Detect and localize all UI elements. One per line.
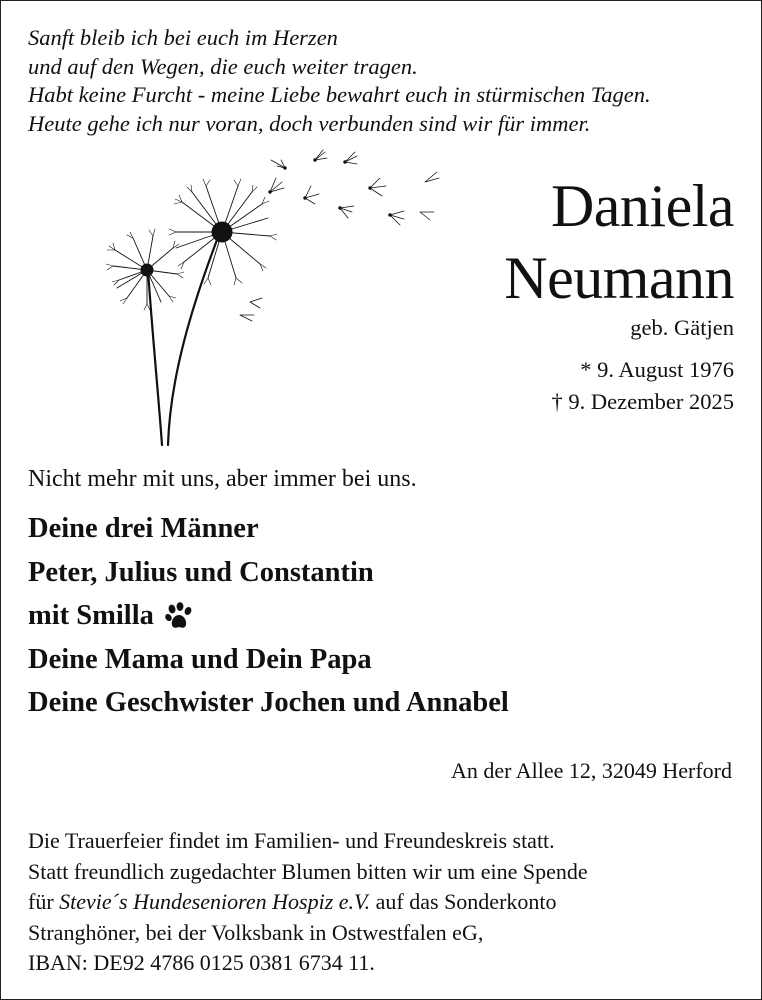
poem-line: Sanft bleib ich bei euch im Herzen [28, 25, 338, 50]
death-date: † 9. Dezember 2025 [551, 389, 734, 414]
address: An der Allee 12, 32049 Herford [450, 758, 732, 783]
info-text: auf das Sonderkonto [370, 889, 557, 914]
poem-line: Habt keine Furcht - meine Liebe bewahrt euch in stürmischen Tagen. [28, 82, 651, 107]
last-name: Neumann [504, 245, 734, 311]
mourner-line: Deine Geschwister Jochen und Annabel [28, 687, 509, 718]
quote: Nicht mehr mit uns, aber immer bei uns. [28, 466, 417, 492]
mourner-text: mit Smilla [28, 600, 154, 631]
info-line: Die Trauerfeier findet im Familien- und Freundeskreis statt. [28, 828, 555, 853]
life-dates [552, 354, 734, 418]
deceased-name [504, 170, 734, 314]
mourner-line: Deine drei Männer [28, 513, 259, 544]
paw-icon [164, 601, 194, 631]
info-line: Stranghöner, bei der Volksbank in Ostwestfalen eG, [28, 919, 484, 945]
poem-line: Heute gehe ich nur voran, doch verbunden sind wir für immer. [28, 110, 591, 136]
iban: IBAN: DE92 4786 0125 0381 6734 11. [28, 950, 375, 975]
mourners-list [28, 507, 509, 725]
mourner-line: Deine Mama und Dein Papa [28, 643, 372, 675]
maiden-name: geb. Gätjen [630, 315, 734, 340]
info-line [28, 887, 588, 918]
dandelion-illustration [100, 140, 470, 450]
poem [28, 24, 651, 138]
charity-name: Stevie´s Hundesenioren Hospiz e.V. [59, 889, 371, 914]
first-name: Daniela [550, 173, 734, 239]
funeral-info [28, 826, 588, 979]
birth-date: * 9. August 1976 [580, 357, 734, 382]
poem-line: und auf den Wegen, die euch weiter tragen. [28, 53, 418, 79]
info-line: Statt freundlich zugedachter Blumen bitten wir um eine Spende [28, 858, 588, 884]
info-text: für [28, 889, 60, 914]
mourner-line [28, 594, 509, 638]
mourner-line: Peter, Julius und Constantin [28, 556, 374, 588]
